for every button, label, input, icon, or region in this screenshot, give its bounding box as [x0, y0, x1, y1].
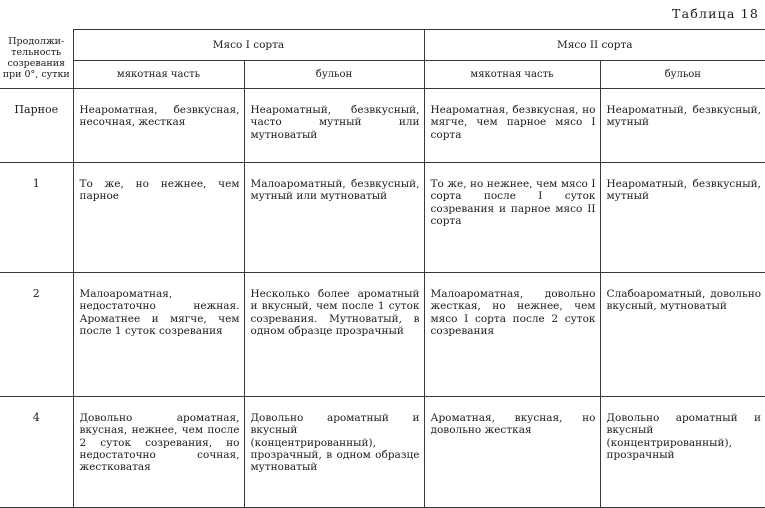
table-row [0, 163, 765, 273]
header-group-grade-1: Мясо I сорта [73, 30, 424, 61]
row-period: 1 [0, 163, 73, 273]
header-sub-broth-1: бульон [244, 61, 424, 89]
maturation-table [0, 29, 765, 508]
table-number-label: Таблица 18 [672, 6, 759, 21]
cell-meat-grade-2: Неароматная, безвкусная, но мягче, чем парное мясо I сорта [424, 89, 600, 163]
row-period: 2 [0, 273, 73, 397]
table-row [0, 89, 765, 163]
cell-meat-grade-2: Ароматная, вкусная, но довольно жесткая [424, 397, 600, 508]
cell-broth-grade-2: Довольно ароматный и вкусный (концентрированный), прозрачный [600, 397, 765, 508]
cell-meat-grade-2: То же, но нежнее, чем мясо I сорта после I суток созревания и парное мясо II сорта [424, 163, 600, 273]
cell-broth-grade-2: Неароматный, безвкусный, мутный [600, 163, 765, 273]
cell-meat-grade-1: Малоароматная, недостаточно нежная. Ароматнее и мягче, чем после 1 суток созревания [73, 273, 244, 397]
row-period: 4 [0, 397, 73, 508]
cell-broth-grade-1: Неароматный, безвкусный, часто мутный или мутноватый [244, 89, 424, 163]
header-sub-meat-2: мякотная часть [424, 61, 600, 89]
table-row [0, 397, 765, 508]
cell-broth-grade-2: Неароматный, безвкусный, мутный [600, 89, 765, 163]
header-sub-broth-2: бульон [600, 61, 765, 89]
cell-meat-grade-2: Малоароматная, довольно жесткая, но нежнее, чем мясо I сорта после 2 суток созревания [424, 273, 600, 397]
cell-broth-grade-1: Несколько более ароматный и вкусный, чем после 1 суток созревания. Мутноватый, в одном образце прозрачный [244, 273, 424, 397]
table-row [0, 273, 765, 397]
row-period: Парное [0, 89, 73, 163]
cell-broth-grade-1: Малоароматный, безвкусный, мутный или мутноватый [244, 163, 424, 273]
cell-broth-grade-1: Довольно ароматный и вкусный (концентрированный), прозрачный, в одном образце мутноватый [244, 397, 424, 508]
cell-broth-grade-2: Слабоароматный, довольно вкусный, мутноватый [600, 273, 765, 397]
header-period: Продолжи-тельность созревания при 0°, сутки [0, 30, 73, 89]
cell-meat-grade-1: Довольно ароматная, вкусная, нежнее, чем после 2 суток созревания, но недостаточно сочная, жестковатая [73, 397, 244, 508]
cell-meat-grade-1: Неароматная, безвкусная, несочная, жесткая [73, 89, 244, 163]
cell-meat-grade-1: То же, но нежнее, чем парное [73, 163, 244, 273]
header-group-grade-2: Мясо II сорта [424, 30, 765, 61]
header-sub-meat-1: мякотная часть [73, 61, 244, 89]
